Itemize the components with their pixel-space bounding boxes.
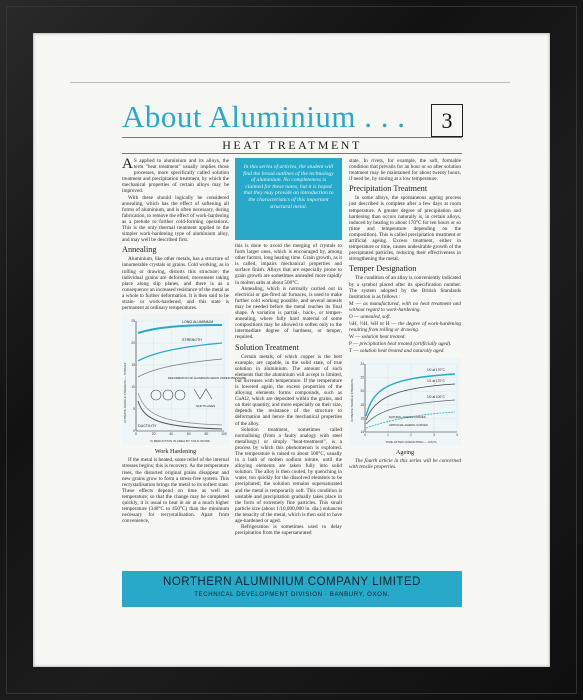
x-tick-label: 3: [433, 432, 435, 437]
chart-label: NATURAL AGEING CURVES: [389, 414, 426, 419]
separator: —: [352, 348, 360, 355]
paragraph: In some alloys, the spontaneous ageing process just described is complete after a few days at room temperature. A greater degree of precipitation and hardening than occurs naturally is, in certain alloys, induced by heating to about 170°C for ten hours or so (time and temperature depending on the composition). This is called precipitation treatment or artificial ageing. Excess treatment, either in temperature or time, causes undesirable growth of the precipitated particles, reducing their effectiveness in strengthening the metal.: [349, 195, 461, 263]
paragraph: The condition of an alloy is conveniently indicated by a symbol placed after its specification number. The system adopted by the British Standards Institution is as follows :: [349, 275, 461, 300]
y-tick-label: 22: [360, 375, 364, 380]
heading-solution-treatment: Solution Treatment: [235, 342, 299, 352]
temper-legend-item: [349, 321, 461, 333]
y-axis-label: ULTIMATE TENSILE STRENGTH — TONS/IN²: [123, 362, 127, 424]
paragraph: Solution treatment, sometimes called normalising (from a faulty analogy with steel metallurgy) or simply "heat-treatment", is a process by which this phenomenon is exploited. The temperature is raised to about 500°C, usually in a bath of molten sodium nitrate, until the alloying elements are taken fully into solid solution. The alloy is then cooled, by quenching in water, too quickly for the dissolved elements to be precipitated; the solution remains supersaturated and the metal is temporarily soft. This condition is unstable and precipitation gradually takes place in the form of extremely fine particles. This small particle size (about 1/10,000,000 in. dia.) enhances the tenacity of the metal, which is then said to have age-hardened or aged.: [235, 426, 342, 525]
chart-label: ARTIFICIAL AGEING CURVES: [389, 422, 428, 427]
temper-symbol: ¼H, ½H, ¾H or H: [349, 321, 390, 328]
drop-cap: A: [122, 156, 133, 172]
y-tick-label: 0: [133, 429, 135, 434]
division-line: TECHNICAL DEVELOPMENT DIVISION · BANBURY, OXON.: [194, 591, 390, 598]
work-hardening-figure: [122, 313, 246, 445]
temper-symbol: O: [349, 313, 353, 320]
x-tick-label: 0: [364, 432, 366, 437]
top-rule: [70, 82, 510, 83]
intro-box: In this series of articles, the student will find the broad outlines of the technology of aluminium. No completeness is claimed for these notes, but it is hoped that they may provide an introduction to the characteristics of this important structural metal.: [235, 158, 342, 240]
y-tick-label: 20: [360, 388, 364, 393]
company-name: NORTHERN ALUMINIUM COMPANY LIMITED: [163, 576, 421, 588]
y-tick-label: 20: [131, 341, 135, 346]
separator: —: [353, 300, 364, 307]
paragraph: If the metal is heated, some relief of the internal stresses begins; this is recovery. As the temperature rises, the distorted original grains disappear and new grains grow to form a stress-free system. This recrystallisation brings the metal to its softest state. These effects depend on time as well as temperature; so that the change may be completed quickly, it is usual to heat in air at a much higher temperature (340°C to 450°C) than the minimum necessary for recrystallisation. Apart from convenience,: [122, 457, 229, 525]
subtitle-rule-bottom: [122, 153, 462, 154]
temper-legend-item: [349, 348, 461, 354]
temper-description: annealed, soft.: [360, 313, 391, 320]
paragraph: Certain metals, of which copper is the best example, are capable, in the solid state, of true solution in aluminium. The amount of such elements that the aluminium will accept is limited, but increases with temperature. If the temperature is lowered again, the excess proportion of the alloying elements forms compounds, such as CuAl2, which are deposited within the grains, and on their quantity, and more especially on their size, depends the resistance of the structure to deformation and hence the mechanical properties of the alloy.: [235, 353, 342, 427]
y-tick-label: 14: [360, 429, 364, 434]
x-tick-label: 4: [456, 432, 458, 437]
page-title: About Aluminium . . .: [122, 99, 406, 134]
paragraph: Refrigeration is sometimes used to delay precipitation from the supersaturated: [235, 524, 342, 537]
paragraph: With these should logically be considered annealing, which has the effect of softening all forms of aluminium, and is often necessary, during fabrication, to remove the effect of work-hardening as a prelude to further cold-forming operations. This is the only thermal treatment applied to the simpler work-hardening type of aluminium alloy, and may well be described first.: [122, 194, 229, 244]
x-tick-label: 20: [151, 432, 156, 437]
x-tick-label: 100: [221, 432, 227, 437]
x-tick-label: 1: [387, 432, 389, 437]
heading-precipitation-treatment: Precipitation Treatment: [349, 184, 428, 194]
paragraph: state. In rivets, for example, the soft, formable condition that prevails for an hour or so after solution treatment may be maintained for about twenty hours, if need be, by storing at a low temperature.: [349, 158, 461, 183]
figure-caption: Ageing: [395, 448, 415, 456]
separator: —: [351, 341, 360, 348]
paragraph: S applied to aluminium and its alloys, the term "heat treatment" usually implies those processes, more specifically called solution treatment and precipitation treatment, by which the mechanical properties of certain alloys may be improved.: [122, 158, 229, 195]
y-tick-label: 24: [360, 361, 364, 366]
x-tick-label: 40: [169, 432, 174, 437]
chart-label: DEFORMATION OF ALUMINIUM GRAIN UNDER PRESSURE: [168, 376, 246, 381]
temper-symbol: T: [349, 348, 353, 355]
temper-description: solution heat treated.: [361, 334, 406, 341]
temper-description: precipitation heat treated (artificially aged).: [359, 341, 452, 348]
figure-caption: Work Hardening: [154, 448, 197, 456]
separator: —: [353, 334, 362, 341]
column-1: [122, 156, 246, 568]
separator: —: [352, 313, 361, 320]
chart-label: STRENGTH: [182, 338, 202, 343]
temper-symbol: P: [349, 341, 352, 348]
temper-description: solution heat treated and naturally aged.: [359, 348, 445, 355]
section-subtitle: HEAT TREATMENT: [222, 138, 362, 152]
temper-symbol: M: [349, 300, 354, 307]
x-tick-label: 0: [135, 432, 137, 437]
temper-legend-item: [349, 341, 461, 347]
separator: —: [389, 321, 399, 328]
x-tick-label: 80: [204, 432, 209, 437]
chart-label: 1/1 at 170°C: [427, 378, 445, 383]
chart-label: 1/0 at 170°C: [427, 367, 445, 372]
heading-annealing: Annealing: [122, 245, 157, 255]
y-axis-label: ULTIMATE TENSILE STRENGTH: [350, 378, 354, 422]
chart-label: SLIP PLANES: [196, 404, 216, 409]
temper-description: the degree of work-hardening resulting from rolling or drawing.: [349, 321, 462, 334]
y-tick-label: 15: [131, 363, 135, 368]
x-tick-label: 60: [186, 432, 191, 437]
paragraph: Aluminium, like other metals, has a structure of innumerable crystals or grains. Cold working, as in rolling or drawing, distorts this structure; the individual grains are deformed, movement taking place along slip planes, and there is as a consequence an increased resistance of the metal as a whole to further deformation. It is then said to be strain- or work-hardened, and this state is permanent at ordinary temperatures.: [122, 256, 230, 312]
temper-legend: [349, 301, 461, 355]
y-tick-label: 25: [131, 319, 135, 324]
temper-symbol: W: [349, 334, 354, 341]
column-2: [235, 158, 342, 568]
y-tick-label: 5: [133, 407, 135, 412]
paragraph: Annealing, which is normally carried out in electrical or gas-fired air furnaces, is used to make further cold working possible, and several anneals may be needed before the metal reaches its final shape. A variation is partial-, back-, or temper-annealing, where fully hard material of some compositions may be allowed to soften only to the intermediate degree of hardness, or temper, required.: [235, 285, 342, 341]
x-axis-label: % REDUCTION IN AREA BY COLD WORK: [150, 439, 210, 444]
chart-label: DUCTILITY: [138, 424, 157, 429]
heading-temper-designation: Temper Designation: [349, 264, 417, 274]
footer-banner: [122, 571, 462, 607]
temper-description: as manufactured, with no heat treatment and without regard to work-hardening.: [349, 300, 461, 313]
article-number: 3: [431, 104, 463, 137]
y-tick-label: 16: [360, 415, 364, 420]
temper-legend-item: [349, 334, 461, 340]
y-tick-label: 18: [360, 402, 364, 407]
temper-legend-item: [349, 301, 461, 313]
ageing-figure: [349, 358, 461, 446]
chart-label: LONG ALUMINIUM: [182, 320, 214, 325]
x-axis-label: TIME AFTER QUENCHING — DAYS: [385, 439, 437, 444]
y-tick-label: 10: [131, 385, 135, 390]
x-tick-label: 2: [410, 432, 412, 437]
column-3: [349, 158, 461, 568]
paragraph: this is done to avoid the merging of crystals to form larger ones, which is encouraged by, among other factors, long heating time. Grain growth, as it is called, impairs mechanical properties and surface finish. Alloys that are especially prone to grain growth are sometimes annealed more rapidly in molten salts at about 500°C.: [235, 243, 342, 286]
closing-note: The fourth article in this series will be concerned with tensile properties.: [349, 457, 461, 470]
chart-label: 1/0 at 100°C: [427, 394, 445, 399]
temper-legend-item: [349, 314, 461, 320]
